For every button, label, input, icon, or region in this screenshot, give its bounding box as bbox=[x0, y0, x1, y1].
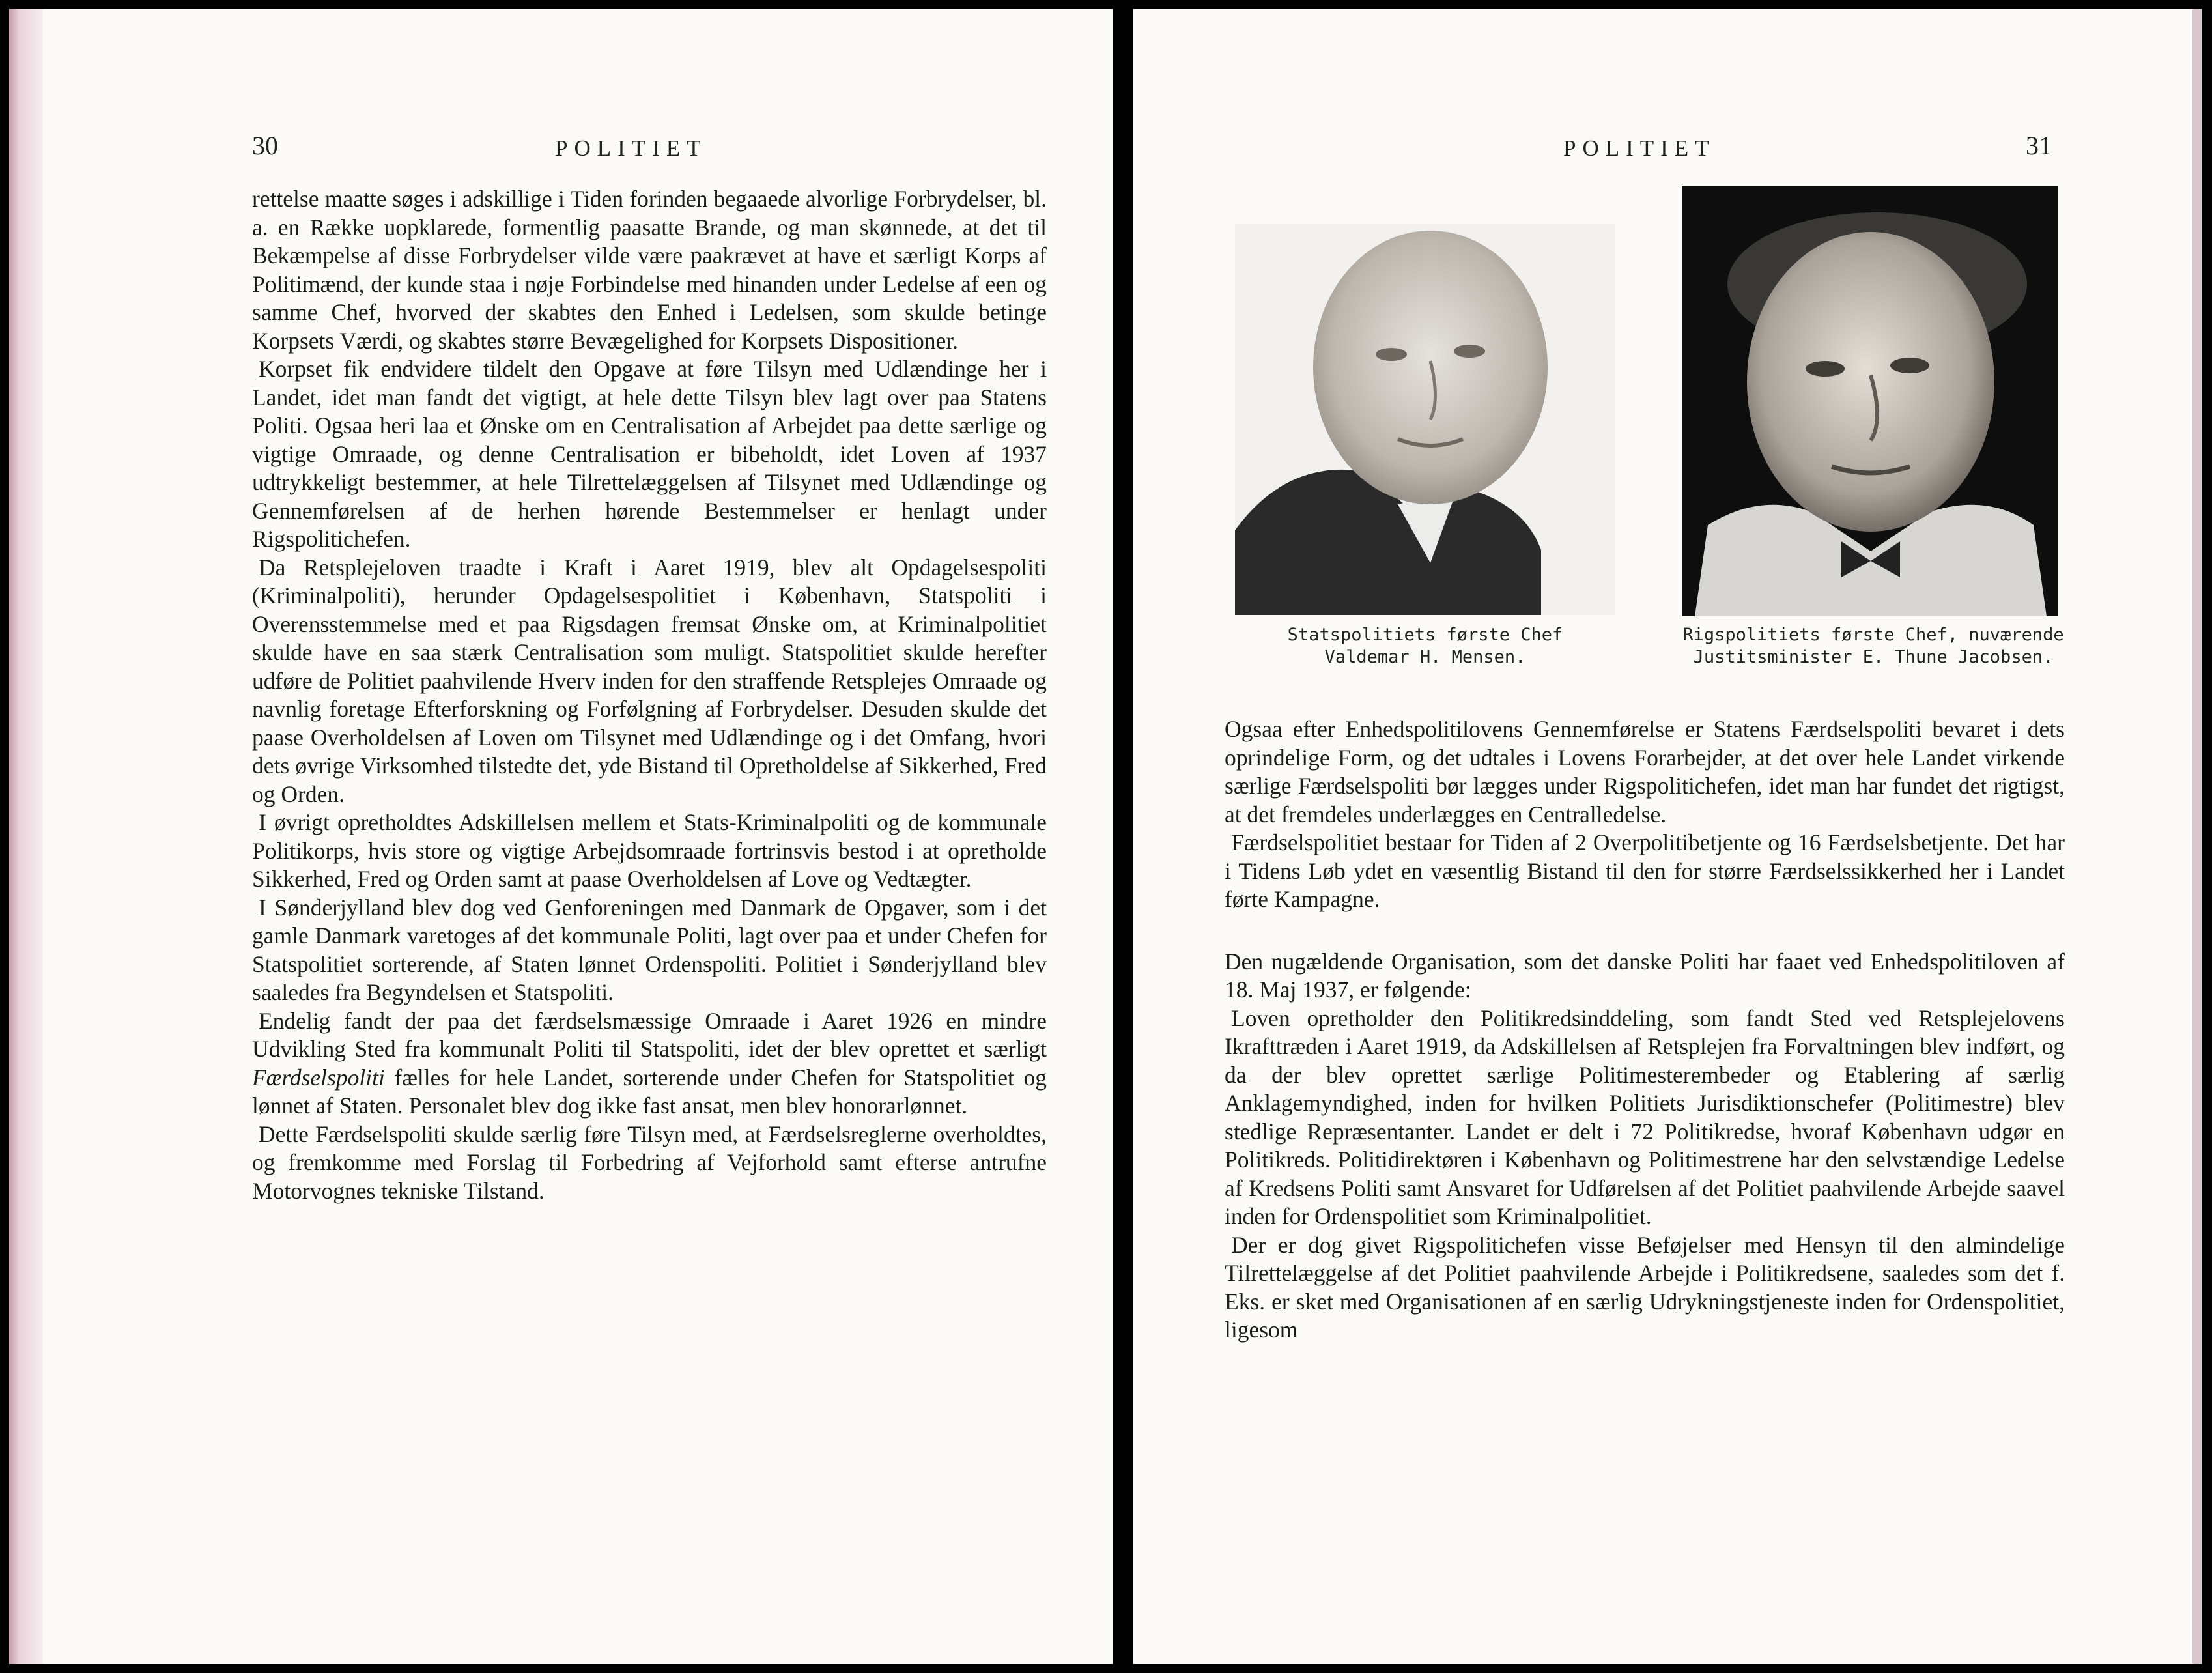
italic-term: Færdselspoliti bbox=[252, 1064, 385, 1091]
page-number: 30 bbox=[252, 131, 278, 160]
paragraph: rettelse maatte søges i adskillige i Tiden forinden begaaede alvorlige Forbrydelser, bl. a. en Række uopklarede, formentlig paasatte Brande, og man skønnede, at det til Bekæmpelse af disse Forbrydelser vilde være paakrævet at have et særligt Korps af Politimænd, der kunde staa i nøje Forbindelse med hinanden under Ledelse af een og samme Chef, hvorved der skabtes den Enhed i Ledelsen, som skulde betinge Korpsets Værdi, og skabtes større Bevægelighed for Korpsets Dispositioner. bbox=[252, 186, 1047, 354]
paragraph bbox=[252, 1007, 1047, 1121]
caption-line: Valdemar H. Mensen. bbox=[1324, 647, 1526, 667]
paragraph: Korpset fik endvidere tildelt den Opgave at føre Tilsyn med Udlændinge her i Landet, idet man fandt det vigtigt, at hele dette Tilsyn blev lagt over paa Statens Politi. Ogsaa heri laa et Ønske om en Centralisation af Arbejdet paa dette særlige og vigtige Omraade, og denne Centralisation er bibeholdt, idet Loven af 1937 udtrykkeligt bestemmer, at hele Tilrettelæggelsen af Tilsynet med Udlændinge og Gennemførelsen af de herhen hørende Bestemmelser er henlagt under Rigspolitichefen. bbox=[252, 356, 1047, 552]
paragraph-text: Endelig fandt der paa det færdselsmæssige Omraade i Aaret 1926 en mindre Udvikling Sted fra kommunalt Politi til Statspoliti, idet der blev oprettet et særligt bbox=[252, 1007, 1047, 1062]
paragraph: Færdselspolitiet bestaar for Tiden af 2 Overpolitibetjente og 16 Færdselsbetjente. Det har i Tidens Løb ydet en væsentlig Bistand til den for større Færdselssikkerhed her i Landet førte Kampagne. bbox=[1225, 829, 2065, 912]
running-head: POLITIET bbox=[1563, 136, 1716, 161]
paragraph-text: fælles for hele Landet, sorterende under Chefen for Statspolitiet og lønnet af Staten. Personalet blev dog ikke fast ansat, men blev honorarlønnet. bbox=[252, 1064, 1047, 1119]
caption-line: Rigspolitiets første Chef, nuværende bbox=[1682, 625, 2064, 645]
right-body-text bbox=[1225, 715, 2065, 1345]
left-page bbox=[9, 9, 1113, 1664]
portrait-photo-icon bbox=[1235, 224, 1615, 615]
paragraph: Dette Færdselspoliti skulde særlig føre Tilsyn med, at Færdselsreglerne overholdtes, og fremkomme med Forslag til Forbedring af Vejforhold samt efterse antrufne Motorvognes tekniske Tilstand. bbox=[252, 1121, 1047, 1204]
paragraph: Loven opretholder den Politikredsinddeling, som fandt Sted ved Retsplejelovens Ikrafttræden i Aaret 1919, da Adskillelsen af Retsplejen fra Forvaltningen blev indført, og da der blev oprettet særlige Politimesterembeder og Etablering af særlig Anklagemyndighed, inden for hvilken Politiets Jurisdiktionschefer (Politimestre) blev stedlige Repræsentanter. Landet er delt i 72 Politikredse, hvoraf København udgør en Politikreds. Politidirektøren i København og Politimestrene har den selvstændige Ledelse af Kredsens Politi samt Ansvaret for Udførelsen af det Politiet paahvilende Arbejde saavel inden for Ordenspolitiet som Kriminalpolitiet. bbox=[1225, 1005, 2065, 1229]
page-edge bbox=[9, 9, 43, 1664]
portrait-photo-icon bbox=[1682, 186, 2058, 616]
paragraph: Da Retsplejeloven traadte i Kraft i Aaret 1919, blev alt Opdagelsespoliti (Kriminalpoliti), herunder Opdagelsespolitiet i København, Statspoliti i Overensstemmelse med et paa Rigsdagen fremsat Ønske om, at Kriminalpolitiet skulde have en saa stærk Centralisation som muligt. Statspolitiet skulde herefter udføre de Politiet paahvilende Hverv inden for den straffende Retsplejes Omraade og navnlig foretage Efterforskning og Forfølgning af Forbrydelser. Desuden skulde det paase Overholdelsen af Loven om Tilsynet med Udlændinge og i det Omfang, hvori dets øvrige Virksomhed tilstedte det, yde Bistand til Opretholdelse af Sikkerhed, Fred og Orden. bbox=[252, 554, 1047, 807]
photo-caption bbox=[1678, 624, 2069, 668]
paragraph: Den nugældende Organisation, som det danske Politi har faaet ved Enhedspolitiloven af 18. Maj 1937, er følgende: bbox=[1225, 948, 2065, 1003]
running-head: POLITIET bbox=[555, 136, 707, 161]
paragraph: Der er dog givet Rigspolitichefen visse Beføjelser med Hensyn til den almindelige Tilrettelæggelse af det Politiet paahvilende Arbejde i Politikredsene, saaledes som det f. Eks. er sket med Organisationen af en særlig Udrykningstjeneste inden for Ordenspolitiet, ligesom bbox=[1225, 1231, 2065, 1343]
caption-line: Justitsminister E. Thune Jacobsen. bbox=[1693, 647, 2054, 667]
paragraph: I øvrigt opretholdtes Adskillelsen mellem et Stats-Kriminalpoliti og de kommunale Politikorps, hvis store og vigtige Arbejdsomraade fortrinsvis bestod i at opretholde Sikkerhed, Fred og Orden samt at paase Overholdelsen af Love og Vedtægter. bbox=[252, 809, 1047, 892]
left-body-text bbox=[252, 185, 1047, 1205]
section-gap bbox=[1225, 914, 2065, 948]
page-edge bbox=[2192, 9, 2202, 1664]
page-number: 31 bbox=[2026, 131, 2052, 160]
right-page bbox=[1133, 9, 2202, 1664]
paragraph: Ogsaa efter Enhedspolitilovens Gennemførelse er Statens Færdselspoliti bevaret i dets oprindelige Form, og det udtales i Lovens Forarbejder, at det over hele Landet virkende særlige Færdselspoliti bør lægges under Rigspolitichefen, idet man har fundet det rigtigst, at det fremdeles underlægges en Centralledelse. bbox=[1225, 716, 2065, 827]
portrait-photo bbox=[1682, 186, 2058, 616]
caption-line: Statspolitiets første Chef bbox=[1287, 625, 1563, 645]
paragraph: I Sønderjylland blev dog ved Genforeningen med Danmark de Opgaver, som i det gamle Danmark varetoges af det kommunale Politi, lagt over paa et under Chefen for Statspolitiet sorterende, af Staten lønnet Ordenspoliti. Politiet i Sønderjylland blev saaledes fra Begyndelsen et Statspoliti. bbox=[252, 894, 1047, 1005]
portrait-photo bbox=[1235, 224, 1615, 615]
photo-caption bbox=[1231, 624, 1619, 668]
